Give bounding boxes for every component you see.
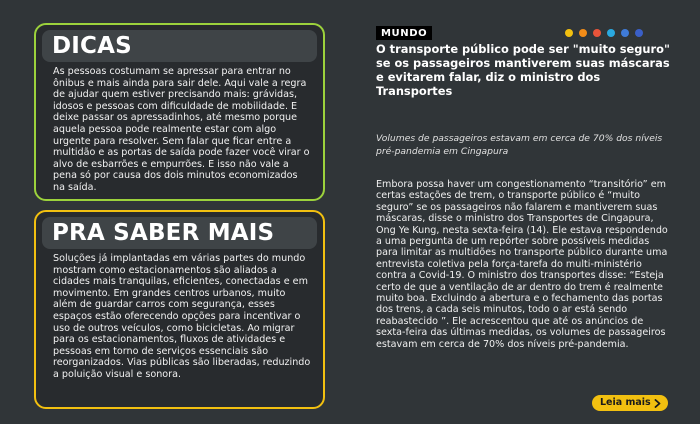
section-tag: MUNDO (376, 26, 432, 40)
color-dots (565, 29, 643, 37)
color-dot (635, 29, 643, 37)
news-article-text: Embora possa haver um congestionamento “transitório” em certas estações de trem, o transporte público é “muito seguro” se os passageiros não falarem e mantiverem suas máscaras, disse o ministro dos Transportes de Cingapura, Ong Ye Kung, nesta sexta-feira (14). Ele estava respondendo a uma pergunta de um repórter sobre possíveis medidas para limitar as multidões no transporte público durante uma entrevista coletiva pela força-tarefa do multi-ministério contra a Covid-19. O ministro dos transportes disse: “Esteja certo de que a ventilação de ar dentro do trem é realmente muito boa. Excluindo a abertura e o fechamento das portas dos trens, a cada seis minutos, todo o ar está sendo reabastecido ”. Ele acrescentou que até os anúncios de sexta-feira das últimas medidas, os volumes de passageiros estavam em cerca de 70% dos níveis pré-pandemia. (376, 179, 668, 350)
pra-saber-mais-text: Soluções já implantadas em várias partes do mundo mostram como estacionamentos são aliados a cidades mais tranquilas, eficientes, conectadas e em movimento. Em grandes centros urbanos, muito além de guardar carros com segurança, esses espaços estão oferecendo opções para incentivar o uso de outros veículos, como bicicletas. Ao migrar para os estacionamentos, fluxos de atividades e pessoas em torno de serviços essenciais são reorganizados. Vias públicas são liberadas, reduzindo a poluição visual e sonora. (53, 253, 311, 380)
news-headline[interactable]: O transporte público pode ser "muito seguro" se os passageiros mantiverem suas máscaras e evitarem falar, diz o ministro dos Transportes (376, 42, 670, 98)
read-more-label: Leia mais (600, 397, 651, 408)
color-dot (607, 29, 615, 37)
color-dot (579, 29, 587, 37)
read-more-button[interactable] (592, 395, 668, 411)
pra-saber-mais-box (34, 210, 325, 409)
dicas-title: DICAS (52, 32, 132, 59)
color-dot (621, 29, 629, 37)
dicas-box (34, 23, 325, 201)
pra-saber-mais-title: PRA SABER MAIS (52, 219, 275, 246)
color-dot (593, 29, 601, 37)
chevron-right-icon (654, 399, 661, 408)
pra-saber-mais-header (42, 217, 317, 249)
dicas-text: As pessoas costumam se apressar para entrar no ônibus e mais ainda para sair dele. Aqui vale a regra de ajudar quem estiver precisando mais: grávidas, idosos e pessoas com dificuldade de mobilidade. E deixe passar os apressadinhos, até mesmo porque aquela pessoa pode realmente estar com algo urgente para resolver. Sem falar que ficar entre a multidão e as portas de saída pode fazer você virar o alvo de esbarrões e empurrões. E isso não vale a pena só por causa dos dois minutos economizados na saída. (53, 66, 310, 193)
dicas-header (42, 30, 317, 62)
news-subhead: Volumes de passageiros estavam em cerca de 70% dos níveis pré-pandemia em Cingapura (376, 133, 663, 157)
color-dot (565, 29, 573, 37)
